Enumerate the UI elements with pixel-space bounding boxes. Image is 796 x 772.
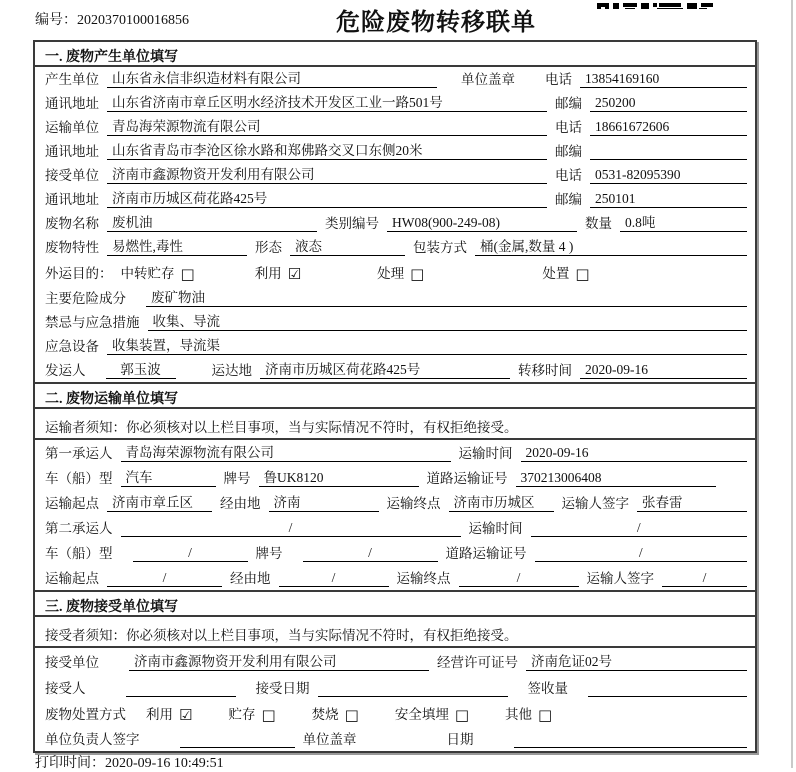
page-title: 危险废物转移联单: [336, 10, 536, 36]
accept-unit-label: 接受单位: [45, 655, 99, 670]
phone-label: 电话: [545, 72, 572, 87]
end-label: 运输终点: [396, 571, 451, 586]
receiver-row: [35, 163, 755, 187]
producer-address-row: [35, 91, 755, 115]
origin1-field: 济南市章丘区: [107, 494, 212, 512]
received-qty-label: 签收量: [527, 681, 568, 696]
vehicle2-row: [35, 540, 755, 565]
carrier2-field: /: [121, 519, 461, 537]
checkbox-label: 贮存: [228, 707, 256, 722]
checkbox-icon: □: [454, 706, 470, 724]
producer-field: 山东省永信非织造材料有限公司: [107, 70, 437, 88]
sign2-field: /: [662, 569, 747, 587]
receiver-label: 接受单位: [45, 168, 99, 183]
transport-time2-field: /: [531, 519, 748, 537]
destination-field: 济南市历城区荷花路425号: [260, 361, 510, 379]
waste-property-field: 易燃性,毒性: [107, 238, 247, 256]
address-label: 通讯地址: [45, 192, 99, 207]
received-qty-field: [588, 680, 747, 697]
road-permit2-field: /: [535, 544, 748, 562]
zip-label: 邮编: [555, 96, 582, 111]
date-field: [514, 731, 748, 748]
via-label: 经由地: [230, 571, 271, 586]
disposal-method-label: 废物处置方式: [45, 707, 126, 722]
carrier1-field: 青岛海荣源物流有限公司: [121, 444, 451, 462]
via-label: 经由地: [220, 496, 261, 511]
category-code-label: 类别编号: [325, 216, 379, 231]
end1-field: 济南市历城区: [449, 494, 554, 512]
print-time: [35, 752, 224, 772]
receiver-address-field: 济南市历城区荷花路425号: [107, 190, 547, 208]
receiver-field: 济南市鑫源物资开发利用有限公司: [107, 166, 547, 184]
address-label: 通讯地址: [45, 144, 99, 159]
emergency-measures-row: [35, 310, 755, 334]
checkbox-icon: □: [575, 265, 590, 283]
transfer-time-label: 转移时间: [518, 363, 572, 378]
end-label: 运输终点: [386, 496, 441, 511]
transporter-row: [35, 115, 755, 139]
origin2-field: /: [107, 569, 222, 587]
transport-time1-field: 2020-09-16: [521, 444, 748, 462]
receiver-zip-field: 250101: [590, 190, 747, 208]
carrier2-row: [35, 515, 755, 540]
producer-address-field: 山东省济南市章丘区明水经济技术开发区工业一路501号: [107, 94, 547, 112]
sign-label: 运输人签字: [561, 496, 629, 511]
transporter-label: 运输单位: [45, 120, 99, 135]
section1-header: 一. 废物产生单位填写: [35, 42, 755, 67]
checkbox-transfer-storage: [121, 265, 195, 282]
receiver-notice: 接受者须知：你必须核对以上栏目事项，当与实际情况不符时，有权拒绝接受。: [35, 617, 755, 648]
waste-property-row: [35, 235, 755, 259]
checkbox-label: 利用: [254, 266, 282, 281]
end2-field: /: [459, 569, 579, 587]
origin-label: 运输起点: [45, 496, 99, 511]
emergency-equipment-label: 应急设备: [45, 339, 99, 354]
checkbox-label: 安全填埋: [394, 707, 449, 722]
waste-name-row: [35, 211, 755, 235]
road-permit-label: 道路运输证号: [445, 546, 527, 561]
checkbox-checked-icon: ☑: [287, 265, 302, 283]
unit-seal-label: 单位盖章: [302, 732, 357, 747]
transporter-address-field: 山东省青岛市李沧区徐水路和郑佛路交叉口东侧20米: [107, 142, 547, 160]
checkbox-incinerate: [312, 706, 359, 723]
checkbox-icon: □: [538, 706, 553, 724]
shipper-row: [35, 358, 755, 382]
qr-code-fragment: [597, 0, 713, 9]
emergency-measures-label: 禁忌与应急措施: [45, 315, 140, 330]
checkbox-store: [228, 706, 275, 723]
waste-property-label: 废物特性: [45, 240, 99, 255]
plate-label: 牌号: [255, 546, 283, 561]
origin-label: 运输起点: [45, 571, 99, 586]
emergency-equipment-row: [35, 334, 755, 358]
vehicle-type2-field: /: [133, 544, 248, 562]
section2-header: 二. 废物运输单位填写: [35, 382, 755, 409]
phone-label: 电话: [555, 120, 582, 135]
checkbox-utilize: [146, 706, 192, 723]
acceptor-row: [35, 674, 755, 700]
sign-label: 运输人签字: [586, 571, 654, 586]
carrier1-label: 第一承运人: [45, 446, 113, 461]
receiver-phone-field: 0531-82095390: [590, 166, 747, 184]
carrier1-row: [35, 440, 755, 465]
vehicle-type-label: 车（船）型: [45, 546, 113, 561]
transporter-zip-field: [590, 143, 747, 160]
checkbox-label: 其他: [505, 707, 533, 722]
hazard-component-label: 主要危险成分: [45, 291, 126, 306]
hazard-component-field: 废矿物油: [146, 289, 747, 307]
responsible-sign-row: [35, 726, 755, 751]
transporter-address-row: [35, 139, 755, 163]
producer-phone-field: 13854169160: [580, 70, 747, 88]
vehicle-type-label: 车（船）型: [45, 471, 113, 486]
packaging-field: 桶(金属,数量 4 ): [475, 238, 747, 256]
page-header: [0, 0, 796, 40]
checkbox-checked-icon: ☑: [179, 706, 193, 724]
manifest-form: [33, 40, 757, 753]
destination-label: 运达地: [211, 363, 252, 378]
via1-field: 济南: [269, 494, 379, 512]
transporter-notice: 运输者须知：你必须核对以上栏目事项，当与实际情况不符时，有权拒绝接受。: [35, 409, 755, 440]
waste-name-field: 废机油: [107, 214, 317, 232]
emergency-equipment-field: 收集装置，导流渠: [107, 337, 747, 355]
accept-date-field: [318, 680, 508, 697]
checkbox-icon: □: [261, 706, 276, 724]
plate-label: 牌号: [223, 471, 251, 486]
purpose-label: 外运目的：: [45, 266, 113, 281]
via2-field: /: [279, 569, 389, 587]
address-label: 通讯地址: [45, 96, 99, 111]
checkbox-label: 利用: [146, 707, 173, 722]
checkbox-landfill: [395, 706, 469, 723]
transporter-field: 青岛海荣源物流有限公司: [107, 118, 547, 136]
route1-row: [35, 490, 755, 515]
transporter-phone-field: 18661672606: [590, 118, 747, 136]
print-time-label: 打印时间：: [35, 756, 105, 771]
date-label: 日期: [446, 732, 474, 747]
quantity-field: 0.8吨: [620, 214, 747, 232]
checkbox-icon: □: [180, 265, 195, 283]
accept-date-label: 接受日期: [255, 681, 310, 696]
section3-header: 三. 废物接受单位填写: [35, 590, 755, 617]
accept-unit-row: [35, 648, 755, 674]
transfer-time-field: 2020-09-16: [580, 361, 747, 379]
category-code-field: HW08(900-249-08): [387, 214, 577, 232]
producer-zip-field: 250200: [590, 94, 747, 112]
hazard-component-row: [35, 285, 755, 310]
road-permit-label: 道路运输证号: [426, 471, 508, 486]
route2-row: [35, 565, 755, 590]
checkbox-utilize: [255, 265, 301, 282]
form-state-label: 形态: [255, 240, 282, 255]
packaging-label: 包装方式: [413, 240, 467, 255]
unit-seal-label: 单位盖章: [461, 72, 515, 87]
checkbox-label: 中转贮存: [120, 266, 175, 281]
permit-label: 经营许可证号: [437, 655, 518, 670]
transport-time-label: 运输时间: [468, 521, 523, 536]
vehicle1-row: [35, 465, 755, 490]
outbound-purpose-row: [35, 259, 755, 285]
page-right-edge-line: [791, 0, 793, 768]
checkbox-icon: □: [410, 265, 425, 283]
producer-row: [35, 67, 755, 91]
responsible-sign-label: 单位负责人签字: [45, 732, 140, 747]
vehicle-type1-field: 汽车: [121, 469, 216, 487]
zip-label: 邮编: [555, 144, 582, 159]
checkbox-treat: [377, 265, 424, 282]
checkbox-label: 处置: [542, 266, 570, 281]
serial-number: [35, 9, 189, 29]
waste-name-label: 废物名称: [45, 216, 99, 231]
permit-field: 济南危证02号: [526, 653, 747, 671]
zip-label: 邮编: [555, 192, 582, 207]
responsible-sign-field: [180, 731, 295, 748]
checkbox-dispose: [542, 265, 589, 282]
checkbox-label: 处理: [377, 266, 405, 281]
acceptor-field: [126, 680, 236, 697]
checkbox-other: [505, 706, 552, 723]
checkbox-label: 焚烧: [311, 707, 339, 722]
serial-label: 编号：: [35, 13, 77, 28]
plate1-field: 鲁UK8120: [259, 469, 419, 487]
receiver-address-row: [35, 187, 755, 211]
acceptor-label: 接受人: [45, 681, 86, 696]
road-permit1-field: 370213006408: [516, 469, 716, 487]
carrier2-label: 第二承运人: [45, 521, 113, 536]
transport-time-label: 运输时间: [458, 446, 513, 461]
checkbox-icon: □: [344, 706, 359, 724]
sign1-field: 张春雷: [637, 494, 747, 512]
accept-unit-field: 济南市鑫源物资开发利用有限公司: [129, 653, 429, 671]
disposal-method-row: [35, 700, 755, 726]
print-time-value: 2020-09-16 10:49:51: [105, 756, 224, 771]
producer-label: 产生单位: [45, 72, 99, 87]
phone-label: 电话: [555, 168, 582, 183]
form-state-field: 液态: [290, 238, 405, 256]
serial-value: 2020370100016856: [77, 13, 189, 28]
shipper-field: 郭玉波: [106, 361, 176, 379]
plate2-field: /: [303, 544, 438, 562]
quantity-label: 数量: [585, 216, 612, 231]
shipper-label: 发运人: [45, 363, 86, 378]
emergency-measures-field: 收集、导流: [148, 313, 748, 331]
